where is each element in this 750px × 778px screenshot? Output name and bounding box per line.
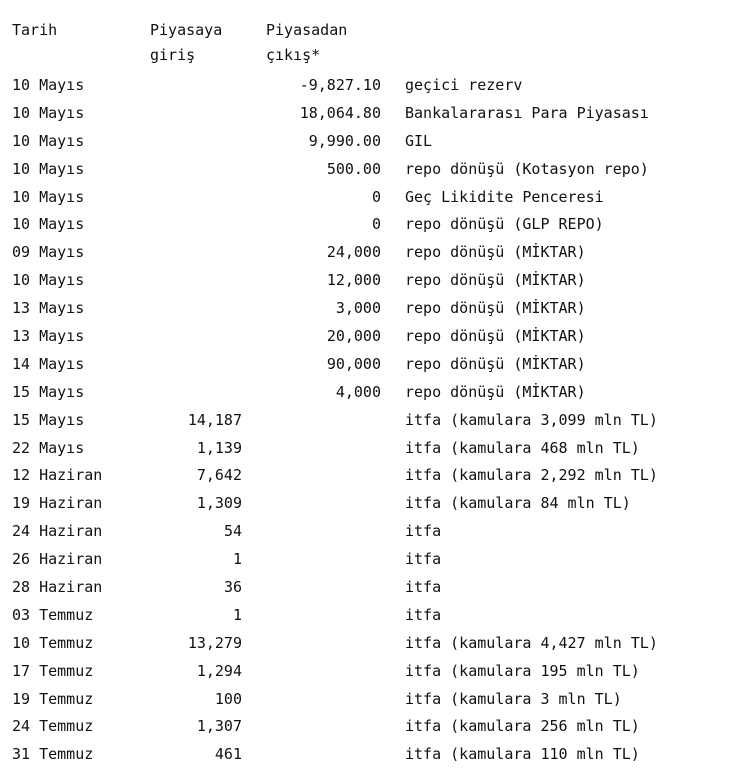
row-date: 19 Temmuz: [12, 689, 94, 708]
row-date: 10 Mayıs: [12, 131, 85, 150]
table-row: [0, 602, 750, 630]
row-date: 14 Mayıs: [12, 354, 85, 373]
table-row: [0, 211, 750, 239]
row-description: itfa: [405, 522, 442, 541]
row-outflow: 12,000: [326, 271, 381, 290]
row-date: 26 Haziran: [12, 550, 103, 569]
row-inflow: 100: [214, 689, 242, 708]
row-inflow: 14,187: [187, 410, 242, 429]
row-outflow: 0: [371, 215, 381, 234]
row-outflow: 9,990.00: [308, 131, 381, 150]
table-row: [0, 295, 750, 323]
row-description: itfa (kamulara 256 mln TL): [405, 717, 640, 736]
row-date: 28 Haziran: [12, 578, 103, 597]
table-row: [0, 630, 750, 658]
row-date: 10 Temmuz: [12, 633, 94, 652]
row-date: 10 Mayıs: [12, 159, 85, 178]
row-inflow: 7,642: [196, 466, 242, 485]
row-description: Geç Likidite Penceresi: [405, 187, 604, 206]
row-date: 24 Haziran: [12, 522, 103, 541]
row-outflow: 90,000: [326, 354, 381, 373]
table-row: [0, 741, 750, 769]
header-date: Tarih: [12, 21, 58, 39]
row-description: repo dönüşü (MİKTAR): [405, 299, 586, 318]
table-row: [0, 686, 750, 714]
table-row: [0, 658, 750, 686]
row-inflow: 1: [232, 550, 242, 569]
table-row: [0, 462, 750, 490]
row-outflow: 18,064.80: [299, 103, 381, 122]
row-description: GIL: [405, 131, 433, 150]
row-description: itfa (kamulara 195 mln TL): [405, 661, 640, 680]
table-row: [0, 435, 750, 463]
table-row: [0, 518, 750, 546]
row-date: 12 Haziran: [12, 466, 103, 485]
row-description: repo dönüşü (GLP REPO): [405, 215, 604, 234]
row-inflow: 1,309: [196, 494, 242, 513]
row-description: repo dönüşü (MİKTAR): [405, 354, 586, 373]
row-date: 13 Mayıs: [12, 327, 85, 346]
row-date: 15 Mayıs: [12, 410, 85, 429]
row-date: 09 Mayıs: [12, 243, 85, 262]
row-date: 10 Mayıs: [12, 76, 85, 94]
row-date: 10 Mayıs: [12, 215, 85, 234]
row-description: itfa (kamulara 3,099 mln TL): [405, 410, 658, 429]
table-row: [0, 267, 750, 295]
row-description: repo dönüşü (Kotasyon repo): [405, 159, 649, 178]
row-inflow: 54: [223, 522, 242, 541]
table-row: [0, 72, 750, 100]
row-date: 10 Mayıs: [12, 271, 85, 290]
row-date: 22 Mayıs: [12, 438, 85, 457]
header-inflow-line1: Piyasaya: [150, 21, 223, 39]
row-description: itfa (kamulara 4,427 mln TL): [405, 633, 658, 652]
row-date: 31 Temmuz: [12, 745, 94, 764]
table-row: [0, 490, 750, 518]
row-inflow: 461: [214, 745, 242, 764]
row-inflow: 1,307: [196, 717, 242, 736]
table-row: [0, 156, 750, 184]
row-description: itfa (kamulara 110 mln TL): [405, 745, 640, 764]
row-description: itfa (kamulara 2,292 mln TL): [405, 466, 658, 485]
row-inflow: 36: [223, 578, 242, 597]
row-inflow: 1: [232, 605, 242, 624]
row-description: repo dönüşü (MİKTAR): [405, 243, 586, 262]
header-outflow-line2: çıkış*: [266, 46, 321, 64]
row-date: 13 Mayıs: [12, 299, 85, 318]
row-description: itfa: [405, 550, 442, 569]
row-description: itfa (kamulara 84 mln TL): [405, 494, 631, 513]
row-outflow: 20,000: [326, 327, 381, 346]
table-row: [0, 323, 750, 351]
row-description: repo dönüşü (MİKTAR): [405, 271, 586, 290]
header-inflow-line2: giriş: [150, 46, 196, 64]
row-outflow: 500.00: [326, 159, 381, 178]
row-date: 17 Temmuz: [12, 661, 94, 680]
row-date: 15 Mayıs: [12, 382, 85, 401]
table-row: [0, 351, 750, 379]
row-description: geçici rezerv: [405, 76, 523, 94]
row-description: itfa (kamulara 468 mln TL): [405, 438, 640, 457]
row-date: 10 Mayıs: [12, 103, 85, 122]
row-date: 03 Temmuz: [12, 605, 94, 624]
table-row: [0, 713, 750, 741]
row-outflow: -9,827.10: [299, 76, 381, 94]
table-row: [0, 407, 750, 435]
row-outflow: 4,000: [335, 382, 381, 401]
row-description: repo dönüşü (MİKTAR): [405, 382, 586, 401]
table-body: [0, 72, 750, 769]
table-row: [0, 184, 750, 212]
row-description: repo dönüşü (MİKTAR): [405, 327, 586, 346]
row-inflow: 1,294: [196, 661, 242, 680]
row-description: Bankalararası Para Piyasası: [405, 103, 649, 122]
table-header: [0, 18, 750, 68]
row-date: 10 Mayıs: [12, 187, 85, 206]
table-row: [0, 128, 750, 156]
row-date: 19 Haziran: [12, 494, 103, 513]
header-outflow-line1: Piyasadan: [266, 21, 348, 39]
row-outflow: 3,000: [335, 299, 381, 318]
table-row: [0, 546, 750, 574]
row-description: itfa: [405, 578, 442, 597]
row-outflow: 0: [371, 187, 381, 206]
table-row: [0, 379, 750, 407]
row-inflow: 13,279: [187, 633, 242, 652]
row-description: itfa (kamulara 3 mln TL): [405, 689, 622, 708]
table-row: [0, 574, 750, 602]
row-description: itfa: [405, 605, 442, 624]
table-row: [0, 239, 750, 267]
row-inflow: 1,139: [196, 438, 242, 457]
row-outflow: 24,000: [326, 243, 381, 262]
row-date: 24 Temmuz: [12, 717, 94, 736]
table-row: [0, 100, 750, 128]
